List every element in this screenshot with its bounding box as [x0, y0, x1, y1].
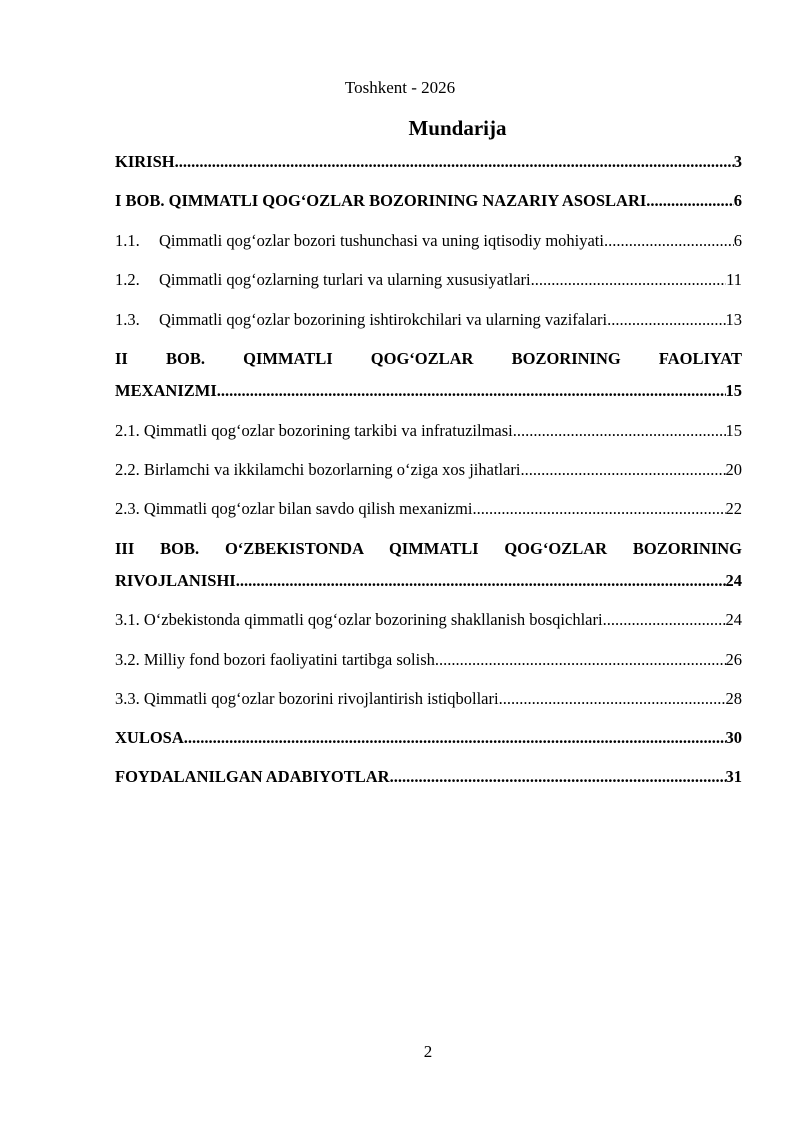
- toc-entry-section-3-1[interactable]: [115, 610, 742, 630]
- toc-page-number: 24: [725, 610, 742, 629]
- toc-section-number: 1.3.: [115, 310, 140, 329]
- dot-leader: [184, 728, 726, 748]
- place-and-year: Toshkent - 2026: [344, 78, 456, 97]
- toc-page-number: 30: [725, 728, 742, 747]
- dot-leader: [513, 421, 726, 441]
- toc-entry-title: 2.3. Qimmatli qog‘ozlar bilan savdo qilish mexanizmi: [115, 499, 473, 518]
- toc-page-number: 24: [725, 571, 742, 590]
- toc-entry-title: KIRISH: [115, 152, 175, 171]
- toc-entry-section-2-2[interactable]: [115, 460, 742, 480]
- toc-entry-title: Qimmatli qog‘ozlarning turlari va ularning xususiyatlari: [159, 270, 531, 289]
- toc-entry-section-1-1[interactable]: [115, 231, 742, 251]
- toc-section-number: 1.2.: [115, 270, 140, 289]
- toc-entry-section-3-3[interactable]: [115, 689, 742, 709]
- toc-entry-chapter-1[interactable]: [115, 191, 742, 211]
- toc-entry-title-line-1: II BOB. QIMMATLI QOG‘OZLAR BOZORINING FAOLIYAT: [115, 349, 742, 368]
- toc-entry-title: 2.2. Birlamchi va ikkilamchi bozorlarning o‘ziga xos jihatlari: [115, 460, 521, 479]
- toc-entry-section-2-1[interactable]: [115, 421, 742, 441]
- dot-leader: [217, 381, 726, 401]
- dot-leader: [390, 767, 726, 787]
- toc-section-number: 1.1.: [115, 231, 140, 250]
- toc-page-number: 3: [733, 152, 742, 171]
- toc-entry-title: FOYDALANILGAN ADABIYOTLAR: [115, 767, 390, 786]
- toc-page-number: 6: [733, 191, 742, 210]
- toc-entry-section-3-2[interactable]: [115, 650, 742, 670]
- dot-leader: [607, 310, 725, 330]
- dot-leader: [531, 270, 726, 290]
- toc-title: Mundarija: [408, 116, 507, 140]
- dot-leader: [175, 152, 734, 172]
- toc-entry-title: 3.3. Qimmatli qog‘ozlar bozorini rivojlantirish istiqbollari: [115, 689, 499, 708]
- toc-page-number: 26: [725, 650, 742, 669]
- toc-entry-chapter-2-cont[interactable]: [115, 381, 742, 401]
- toc-page-number: 13: [725, 310, 742, 329]
- toc-entry-references[interactable]: [115, 767, 742, 787]
- toc-entry-title: 3.2. Milliy fond bozori faoliyatini tartibga solish: [115, 650, 435, 669]
- toc-entry-title: XULOSA: [115, 728, 184, 747]
- toc-page-number: 15: [725, 381, 742, 400]
- toc-entry-chapter-3[interactable]: [115, 539, 742, 559]
- dot-leader: [646, 191, 733, 211]
- toc-page-number: 11: [726, 270, 742, 289]
- dot-leader: [435, 650, 726, 670]
- toc-entry-title: 3.1. O‘zbekistonda qimmatli qog‘ozlar bozorining shakllanish bosqichlari: [115, 610, 603, 629]
- dot-leader: [499, 689, 726, 709]
- dot-leader: [236, 571, 726, 591]
- toc-entry-kirish[interactable]: [115, 152, 742, 172]
- toc-entry-section-1-3[interactable]: [115, 310, 742, 330]
- toc-entry-title: I BOB. QIMMATLI QOG‘OZLAR BOZORINING NAZARIY ASOSLARI: [115, 191, 647, 210]
- toc-page-number: 31: [725, 767, 742, 786]
- toc-entry-title-line-2: MEXANIZMI: [115, 381, 217, 400]
- toc-entry-title: 2.1. Qimmatli qog‘ozlar bozorining tarkibi va infratuzilmasi: [115, 421, 513, 440]
- toc-entry-title: Qimmatli qog‘ozlar bozori tushunchasi va uning iqtisodiy mohiyati: [159, 231, 604, 250]
- toc-entry-chapter-3-cont[interactable]: [115, 571, 742, 591]
- toc-entry-section-2-3[interactable]: [115, 499, 742, 519]
- toc-page-number: 15: [725, 421, 742, 440]
- toc-page-number: 20: [725, 460, 742, 479]
- dot-leader: [472, 499, 725, 519]
- toc-page-number: 28: [725, 689, 742, 708]
- toc-entry-chapter-2[interactable]: [115, 349, 742, 369]
- dot-leader: [521, 460, 726, 480]
- toc-entry-title-line-2: RIVOJLANISHI: [115, 571, 236, 590]
- toc-entry-title-line-1: III BOB. O‘ZBEKISTONDA QIMMATLI QOG‘OZLAR BOZORINING: [115, 539, 742, 558]
- toc-entry-xulosa[interactable]: [115, 728, 742, 748]
- dot-leader: [604, 231, 734, 251]
- toc-entry-section-1-2[interactable]: [115, 270, 742, 290]
- toc-page-number: 6: [733, 231, 742, 250]
- toc-entry-title: Qimmatli qog‘ozlar bozorining ishtirokchilari va ularning vazifalari: [159, 310, 608, 329]
- dot-leader: [603, 610, 726, 630]
- toc-page-number: 22: [725, 499, 742, 518]
- page-number: 2: [423, 1042, 433, 1061]
